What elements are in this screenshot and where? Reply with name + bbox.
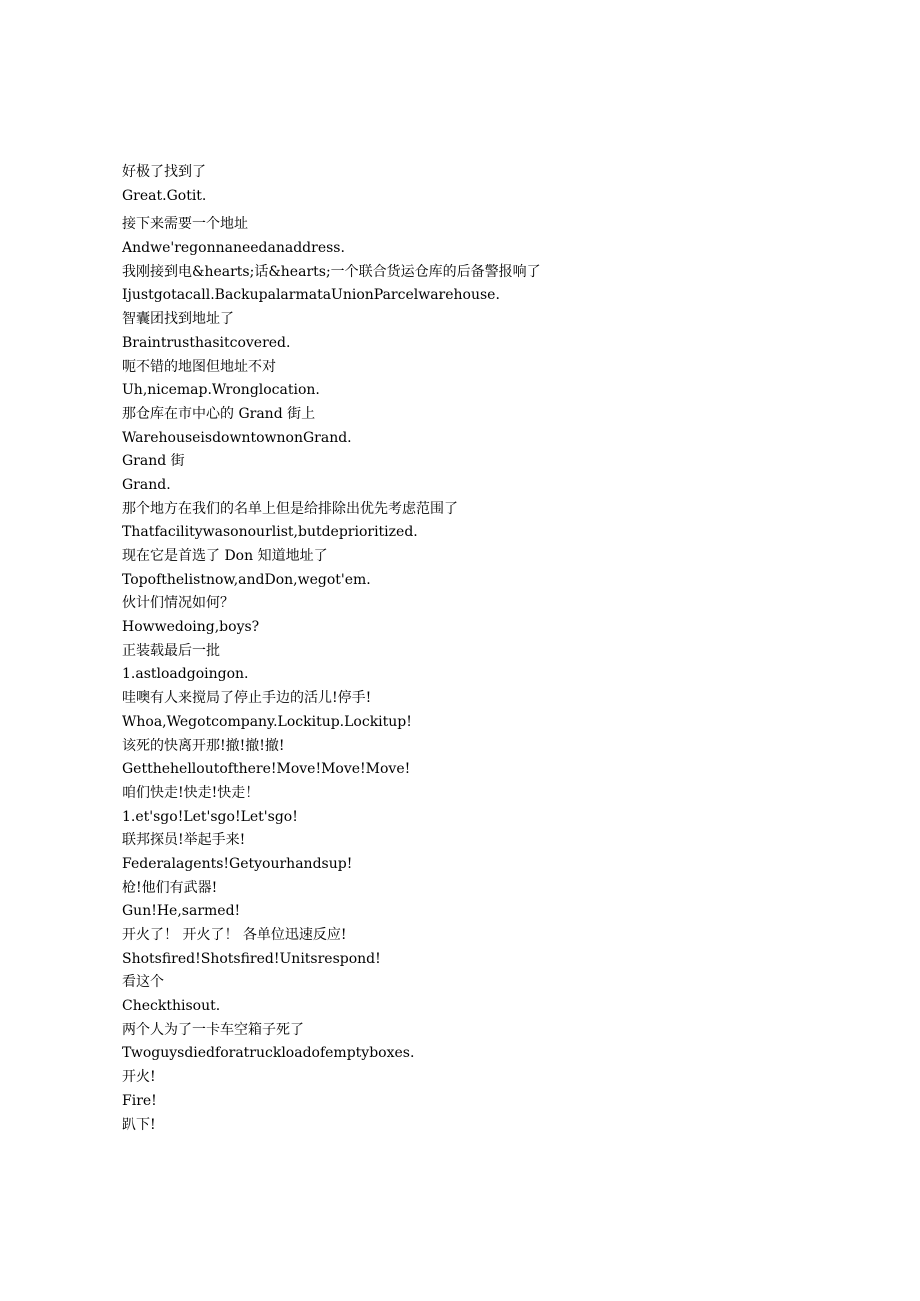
text-line: Great.Gotit. [122, 187, 207, 204]
text-line: Howwedoing,boys? [122, 619, 260, 636]
text-line: Grand 街 [122, 453, 185, 470]
text-line: 那仓库在市中心的 Grand 街上 [122, 405, 316, 422]
text-line: Grand. [122, 476, 171, 493]
text-line: 开火! [122, 1069, 156, 1086]
text-line: Federalagents!Getyourhandsup! [122, 855, 353, 872]
text-line: Thatfacilitywasonourlist,butdeprioritized. [122, 524, 418, 541]
text-line: 联邦探员!举起手来! [122, 832, 246, 849]
text-line: 好极了找到了 [122, 164, 206, 180]
text-line: Gun!He,sarmed! [122, 903, 241, 920]
text-line: Ijustgotacall.BackupalarmataUnionParcelwarehouse. [122, 287, 500, 304]
text-line: 枪!他们有武器! [122, 879, 218, 896]
text-line: 我刚接到电&hearts;话&hearts;一个联合货运仓库的后备警报响了 [122, 263, 541, 280]
text-line: Braintrusthasitcovered. [122, 334, 291, 351]
text-line: 接下来需要一个地址 [122, 216, 248, 233]
text-line: 哇噢有人来搅局了停止手边的活儿!停手! [122, 690, 372, 707]
text-line: 智囊团找到地址了 [122, 311, 234, 328]
text-line: 伙计们情况如何？ [122, 595, 234, 612]
text-line: 开火了！ 开火了！ 各单位迅速反应! [122, 927, 347, 943]
text-line: Checkthisout. [122, 998, 221, 1015]
text-line: Whoa,Wegotcompany.Lockitup.Lockitup! [122, 713, 412, 730]
text-line: Shotsfired!Shotsfired!Unitsrespond! [122, 950, 381, 967]
text-line: WarehouseisdowntownonGrand. [122, 429, 352, 446]
text-line: 咱们快走!快走!快走！ [122, 784, 260, 801]
text-line: 1.et'sgo!Let'sgo!Let'sgo! [122, 808, 298, 825]
text-line: Topofthelistnow,andDon,wegot'em. [122, 571, 371, 588]
text-line: 那个地方在我们的名单上但是给排除出优先考虑范围了 [122, 500, 458, 517]
text-line: 现在它是首选了 Don 知道地址了 [122, 548, 328, 564]
text-line: Fire! [122, 1092, 157, 1109]
text-line: 两个人为了一卡车空箱子死了 [122, 1021, 304, 1038]
text-line: Getthehelloutofthere!Move!Move!Move! [122, 761, 411, 778]
subtitle-text-block [122, 161, 822, 1137]
text-line: Uh,nicemap.Wronglocation. [122, 382, 320, 399]
text-line: Twoguysdiedforatruckloadofemptyboxes. [122, 1045, 415, 1062]
text-line: 趴下! [122, 1116, 156, 1133]
text-line: 看这个 [122, 974, 164, 991]
text-line: 正装载最后一批 [122, 642, 220, 659]
text-line: 1.astloadgoingon. [122, 666, 249, 683]
text-line: 该死的快离开那!撤!撤!撤! [122, 737, 285, 754]
text-line: 呃不错的地图但地址不对 [122, 358, 276, 375]
text-line: Andwe'regonnaneedanaddress. [122, 240, 345, 257]
